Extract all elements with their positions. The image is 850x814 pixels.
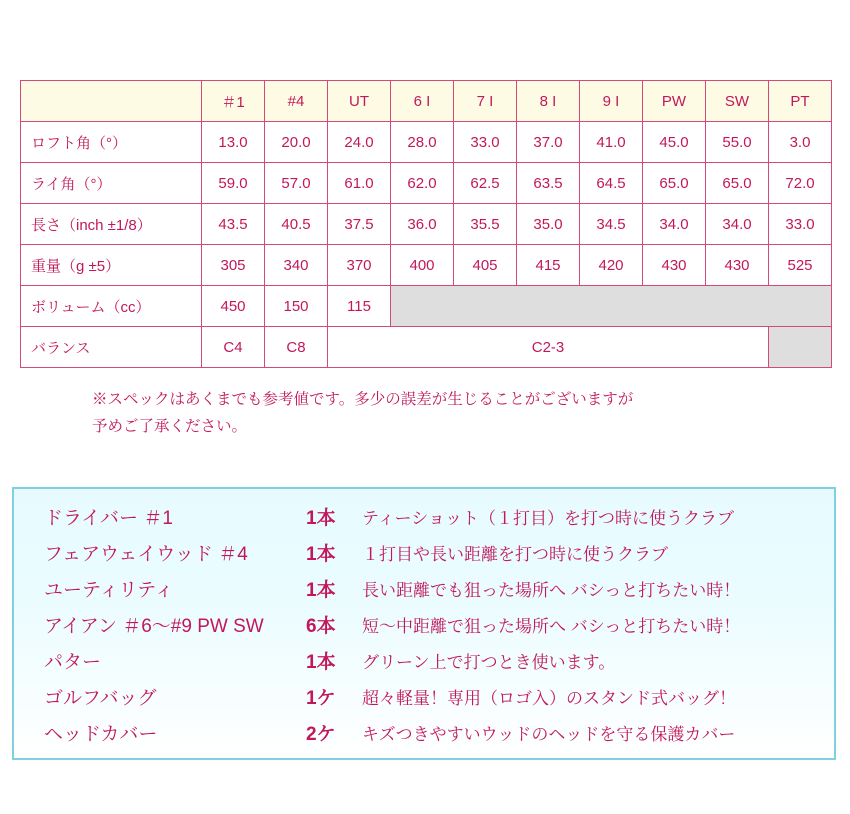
spec-col-header-3: UT bbox=[328, 81, 391, 122]
contents-item-qty: 1本 bbox=[306, 544, 336, 565]
spec-cell: 115 bbox=[328, 286, 391, 327]
contents-item-name: ヘッドカバー bbox=[44, 724, 158, 745]
spec-cell: C8 bbox=[265, 327, 328, 368]
spec-col-header-6: 8 I bbox=[517, 81, 580, 122]
contents-item-qty: 1ケ bbox=[306, 688, 336, 709]
spec-cell: 40.5 bbox=[265, 204, 328, 245]
spec-cell: 370 bbox=[328, 245, 391, 286]
spec-col-header-4: 6 I bbox=[391, 81, 454, 122]
spec-cell: 59.0 bbox=[202, 163, 265, 204]
contents-list bbox=[44, 503, 814, 755]
spec-row-label-volume: ボリューム（cc） bbox=[21, 286, 202, 327]
spec-note-line-1: ※スペックはあくまでも参考値です。多少の誤差が生じることがございますが bbox=[92, 391, 634, 408]
spec-cell: 340 bbox=[265, 245, 328, 286]
table-row bbox=[21, 204, 832, 245]
spec-cell: 37.5 bbox=[328, 204, 391, 245]
spec-cell: 43.5 bbox=[202, 204, 265, 245]
spec-cell: 72.0 bbox=[769, 163, 832, 204]
spec-cell-blank bbox=[391, 286, 832, 327]
table-row bbox=[21, 122, 832, 163]
spec-cell: 405 bbox=[454, 245, 517, 286]
spec-cell: 3.0 bbox=[769, 122, 832, 163]
spec-col-header-10: PT bbox=[769, 81, 832, 122]
spec-cell: 305 bbox=[202, 245, 265, 286]
spec-col-header-9: SW bbox=[706, 81, 769, 122]
contents-item-qty: 1本 bbox=[306, 652, 336, 673]
contents-item-desc: 短〜中距離で狙った場所へ バシっと打ちたい時！ bbox=[362, 617, 741, 636]
spec-row-label-weight: 重量（g ±5） bbox=[21, 245, 202, 286]
spec-row-label-loft: ロフト角（°） bbox=[21, 122, 202, 163]
spec-cell: 63.5 bbox=[517, 163, 580, 204]
spec-cell: 35.5 bbox=[454, 204, 517, 245]
spec-cell: 41.0 bbox=[580, 122, 643, 163]
spec-cell: 20.0 bbox=[265, 122, 328, 163]
spec-table-corner-cell bbox=[21, 81, 202, 122]
spec-cell: 415 bbox=[517, 245, 580, 286]
contents-item-qty: 1本 bbox=[306, 580, 336, 601]
spec-cell: 34.5 bbox=[580, 204, 643, 245]
spec-cell: 525 bbox=[769, 245, 832, 286]
table-row bbox=[21, 286, 832, 327]
list-item bbox=[44, 683, 814, 719]
contents-item-name: パター bbox=[44, 652, 102, 673]
spec-cell: 28.0 bbox=[391, 122, 454, 163]
spec-cell: 62.5 bbox=[454, 163, 517, 204]
spec-cell-blank bbox=[769, 327, 832, 368]
contents-item-desc: 超々軽量！専用（ロゴ入）のスタンド式バッグ！ bbox=[362, 689, 736, 708]
contents-item-qty: 6本 bbox=[306, 616, 336, 637]
contents-item-name: フェアウェイウッド ＃4 bbox=[44, 544, 248, 565]
spec-cell: 64.5 bbox=[580, 163, 643, 204]
spec-cell: 400 bbox=[391, 245, 454, 286]
spec-col-header-8: PW bbox=[643, 81, 706, 122]
list-item bbox=[44, 719, 814, 755]
spec-col-header-7: 9 I bbox=[580, 81, 643, 122]
spec-table-head bbox=[21, 81, 832, 122]
spec-table-body bbox=[21, 122, 832, 368]
spec-cell: 13.0 bbox=[202, 122, 265, 163]
contents-box bbox=[12, 487, 836, 760]
contents-item-desc: グリーン上で打つとき使います。 bbox=[362, 653, 616, 672]
spec-table-header-row bbox=[21, 81, 832, 122]
spec-row-label-lie: ライ角（°） bbox=[21, 163, 202, 204]
spec-cell: 150 bbox=[265, 286, 328, 327]
table-row bbox=[21, 245, 832, 286]
spec-cell: 36.0 bbox=[391, 204, 454, 245]
spec-row-label-balance: バランス bbox=[21, 327, 202, 368]
spec-cell-merged-balance: C2-3 bbox=[328, 327, 769, 368]
spec-cell: C4 bbox=[202, 327, 265, 368]
contents-item-desc: キズつきやすいウッドのヘッドを守る保護カバー bbox=[362, 725, 736, 744]
spec-cell: 37.0 bbox=[517, 122, 580, 163]
contents-item-name: アイアン ＃6〜#9 PW SW bbox=[44, 616, 264, 637]
spec-cell: 34.0 bbox=[706, 204, 769, 245]
spec-col-header-2: #4 bbox=[265, 81, 328, 122]
contents-item-name: ユーティリティ bbox=[44, 580, 174, 601]
spec-cell: 430 bbox=[643, 245, 706, 286]
contents-item-name: ゴルフバッグ bbox=[44, 688, 157, 709]
list-item bbox=[44, 611, 814, 647]
spec-col-header-1: ＃1 bbox=[202, 81, 265, 122]
spec-cell: 45.0 bbox=[643, 122, 706, 163]
spec-cell: 61.0 bbox=[328, 163, 391, 204]
spec-note bbox=[92, 386, 812, 440]
spec-cell: 24.0 bbox=[328, 122, 391, 163]
list-item bbox=[44, 539, 814, 575]
spec-cell: 430 bbox=[706, 245, 769, 286]
spec-table-section bbox=[20, 80, 832, 368]
table-row bbox=[21, 163, 832, 204]
spec-cell: 55.0 bbox=[706, 122, 769, 163]
spec-cell: 57.0 bbox=[265, 163, 328, 204]
spec-cell: 35.0 bbox=[517, 204, 580, 245]
spec-cell: 65.0 bbox=[706, 163, 769, 204]
spec-cell: 33.0 bbox=[454, 122, 517, 163]
spec-cell: 420 bbox=[580, 245, 643, 286]
list-item bbox=[44, 647, 814, 683]
spec-row-label-length: 長さ（inch ±1/8） bbox=[21, 204, 202, 245]
table-row bbox=[21, 327, 832, 368]
spec-cell: 33.0 bbox=[769, 204, 832, 245]
contents-item-desc: 長い距離でも狙った場所へ バシっと打ちたい時！ bbox=[362, 581, 741, 600]
list-item bbox=[44, 575, 814, 611]
list-item bbox=[44, 503, 814, 539]
spec-cell: 62.0 bbox=[391, 163, 454, 204]
spec-col-header-5: 7 I bbox=[454, 81, 517, 122]
spec-cell: 34.0 bbox=[643, 204, 706, 245]
contents-item-desc: ティーショット（１打目）を打つ時に使うクラブ bbox=[362, 509, 734, 528]
contents-item-qty: 2ケ bbox=[306, 724, 336, 745]
spec-table bbox=[20, 80, 832, 368]
spec-note-line-2: 予めご了承ください。 bbox=[92, 418, 248, 436]
spec-cell: 65.0 bbox=[643, 163, 706, 204]
contents-item-desc: １打目や長い距離を打つ時に使うクラブ bbox=[362, 545, 668, 564]
spec-cell: 450 bbox=[202, 286, 265, 327]
contents-item-name: ドライバー ＃1 bbox=[44, 508, 173, 529]
contents-item-qty: 1本 bbox=[306, 508, 336, 529]
